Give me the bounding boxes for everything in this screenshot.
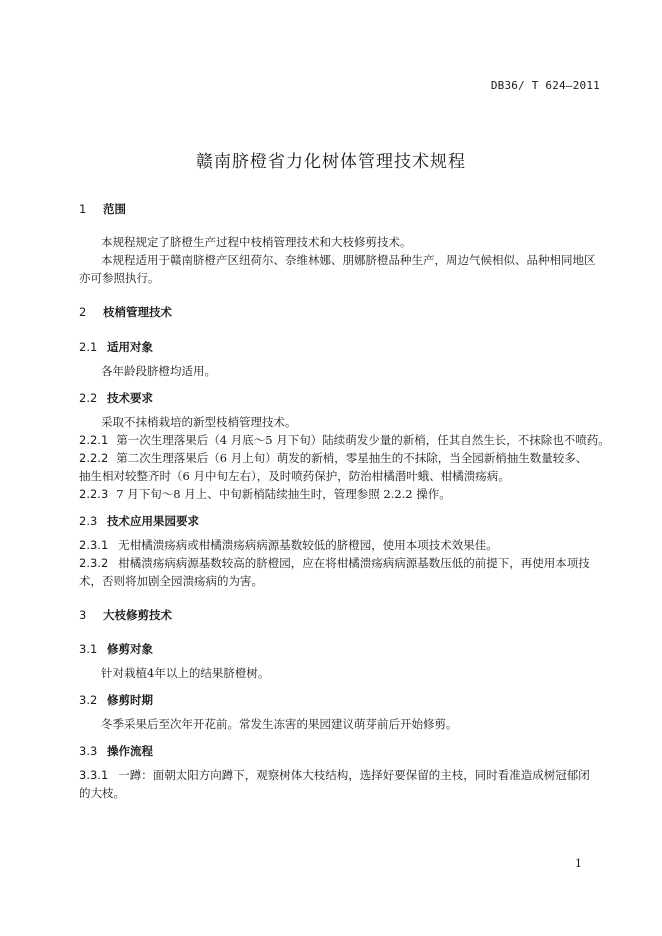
item-number: 2.2.1 bbox=[79, 433, 109, 447]
item-number: 2.3.2 bbox=[79, 556, 109, 570]
paragraph: 本规程适用于赣南脐橙产区纽荷尔、奈维林娜、朋娜脐橙品种生产，周边气候相似、品种相同地区 bbox=[101, 253, 596, 267]
item-text: 第一次生理落果后（4 月底～5 月下旬）陆续萌发少量的新梢，任其自然生长，不抹除也不喷药。 bbox=[116, 433, 610, 447]
item-text: 柑橘溃疡病病源基数较高的脐橙园，应在将柑橘溃疡病病源基数压低的前提下，再使用本项技 bbox=[118, 556, 590, 570]
subsection-number: 3.1 bbox=[79, 642, 98, 656]
paragraph-continuation: 亦可参照执行。 bbox=[79, 271, 160, 285]
item-text: 一蹲：面朝太阳方向蹲下，观察树体大枝结构，选择好要保留的主枝，同时看准造成树冠郁闭 bbox=[118, 768, 590, 782]
item-number: 2.2.2 bbox=[79, 451, 109, 465]
list-item bbox=[79, 536, 498, 554]
subsection-2-2-heading bbox=[79, 390, 153, 406]
item-text: 7 月下旬～8 月上、中旬新梢陆续抽生时，管理参照 2.2.2 操作。 bbox=[116, 487, 451, 501]
subsection-number: 3.3 bbox=[79, 744, 98, 758]
paragraph: 针对栽植4年以上的结果脐橙树。 bbox=[101, 666, 270, 680]
list-item bbox=[79, 449, 587, 467]
list-item bbox=[79, 485, 451, 503]
item-number: 2.2.3 bbox=[79, 487, 109, 501]
subsection-number: 2.2 bbox=[79, 391, 98, 405]
list-item-continuation: 抽生相对较整齐时（6 月中旬左右），及时喷药保护，防治柑橘潜叶蛾、柑橘溃疡病。 bbox=[79, 469, 510, 483]
paragraph: 各年龄段脐橙均适用。 bbox=[101, 364, 216, 378]
subsection-title: 技术要求 bbox=[107, 391, 153, 405]
subsection-number: 2.1 bbox=[79, 340, 98, 354]
paragraph: 采取不抹梢栽培的新型枝梢管理技术。 bbox=[101, 415, 297, 429]
section-1-heading bbox=[79, 201, 126, 217]
section-number: 1 bbox=[79, 202, 87, 216]
page-number: 1 bbox=[575, 857, 582, 870]
section-2-heading bbox=[79, 304, 172, 320]
subsection-title: 修剪对象 bbox=[107, 642, 153, 656]
list-item bbox=[79, 554, 590, 572]
section-3-heading bbox=[79, 607, 172, 623]
subsection-3-3-heading bbox=[79, 743, 153, 759]
subsection-title: 技术应用果园要求 bbox=[107, 514, 199, 528]
paragraph: 本规程规定了脐橙生产过程中枝梢管理技术和大枝修剪技术。 bbox=[101, 235, 412, 249]
section-title: 枝梢管理技术 bbox=[103, 305, 172, 319]
item-number: 2.3.1 bbox=[79, 538, 109, 552]
section-number: 2 bbox=[79, 305, 87, 319]
list-item-continuation: 的大枝。 bbox=[79, 786, 125, 800]
document-title: 赣南脐橙省力化树体管理技术规程 bbox=[196, 152, 466, 172]
subsection-2-3-heading bbox=[79, 513, 199, 529]
list-item bbox=[79, 766, 590, 784]
subsection-title: 修剪时期 bbox=[107, 693, 153, 707]
paragraph: 冬季采果后至次年开花前。常发生冻害的果园建议萌芽前后开始修剪。 bbox=[101, 717, 458, 731]
subsection-3-2-heading bbox=[79, 692, 153, 708]
subsection-number: 3.2 bbox=[79, 693, 98, 707]
document-code: DB36/ T 624—2011 bbox=[490, 79, 600, 92]
list-item-continuation: 术，否则将加剧全园溃疡病的为害。 bbox=[79, 574, 263, 588]
item-text: 第二次生理落果后（6 月上旬）萌发的新梢，零星抽生的不抹除，当全园新梢抽生数量较多、 bbox=[116, 451, 588, 465]
section-title: 大枝修剪技术 bbox=[103, 608, 172, 622]
subsection-3-1-heading bbox=[79, 641, 153, 657]
subsection-number: 2.3 bbox=[79, 514, 98, 528]
item-text: 无柑橘溃疡病或柑橘溃疡病病源基数较低的脐橙园，使用本项技术效果佳。 bbox=[118, 538, 498, 552]
subsection-title: 操作流程 bbox=[107, 744, 153, 758]
item-number: 3.3.1 bbox=[79, 768, 109, 782]
list-item bbox=[79, 431, 610, 449]
subsection-title: 适用对象 bbox=[107, 340, 153, 354]
subsection-2-1-heading bbox=[79, 339, 153, 355]
section-number: 3 bbox=[79, 608, 87, 622]
section-title: 范围 bbox=[103, 202, 126, 216]
